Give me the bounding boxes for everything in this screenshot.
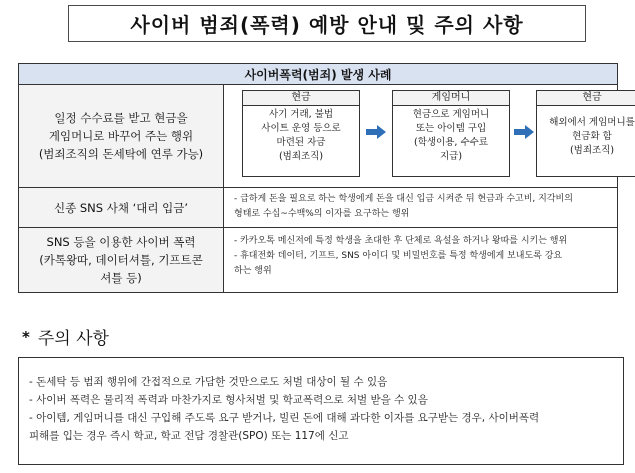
case-label-line: (카톡왕따, 데이터셔틀, 기프트콘	[39, 253, 203, 267]
caution-title: 주의 사항	[37, 329, 109, 349]
flow-step-line: 사이트 운영 등으로	[261, 123, 341, 134]
flow-step-line: 또는 아이템 구입	[415, 123, 487, 134]
flow-step-cash-out	[536, 90, 635, 177]
case-bullet: 하는 행위	[234, 266, 272, 276]
case-row-label	[19, 85, 224, 187]
case-label-line: SNS 등을 이용한 사이버 폭력	[46, 235, 196, 249]
caution-item: - 아이템, 게임머니를 대신 구입해 주도록 요구 받거나, 빌린 돈에 대해 과다한 이자를 요구받는 경우, 사이버폭력	[29, 412, 540, 424]
flow-step-head: 현금	[243, 91, 359, 106]
caution-heading	[22, 324, 109, 349]
case-row-sns-loan	[18, 188, 618, 228]
case-flow-area	[224, 85, 635, 187]
flow-step-cash	[242, 90, 360, 177]
case-row-label	[19, 188, 224, 227]
case-label-line: (범죄조직의 돈세탁에 연루 가능)	[38, 147, 204, 161]
case-row-label	[19, 228, 224, 292]
flow-step-line: 해외에서 게임머니를	[549, 117, 635, 128]
case-row-game-money	[18, 85, 635, 188]
flow-step-line: (범죄조직)	[278, 151, 324, 162]
caution-item: - 돈세탁 등 범죄 행위에 간접적으로 가담한 것만으로도 처벌 대상이 될 수 있음	[29, 376, 388, 388]
case-bullet: - 카카오톡 메신저에 특정 학생을 초대한 후 단체로 욕설을 하거나 왕따를 시키는 행위	[234, 236, 568, 246]
caution-item: 피해를 입는 경우 즉시 학교, 학교 전담 경찰관(SPO) 또는 117에 신고	[29, 430, 349, 442]
flow-step-line: 지급)	[439, 151, 463, 162]
case-row-cyber-violence	[18, 228, 618, 293]
caution-item: - 사이버 폭력은 물리적 폭력과 마찬가지로 형사처벌 및 학교폭력으로 처벌 받을 수 있음	[29, 394, 428, 406]
case-bullet: - 휴대전화 데이터, 기프트, SNS 아이디 및 비밀번호를 특정 학생에게 보내도록 강요	[234, 251, 563, 261]
asterisk-icon: *	[22, 327, 30, 346]
flow-step-line: 현금으로 게임머니	[412, 109, 490, 120]
flow-step-head: 현금	[537, 91, 635, 106]
flow-step-line: (범죄조직)	[569, 145, 615, 156]
flow-step-line: 마련된 자금	[276, 137, 326, 148]
case-bullet: - 급하게 돈을 필요로 하는 학생에게 돈을 대신 입금 시켜준 뒤 현금과 수고비, 지각비의	[234, 194, 573, 204]
flow-step-line: 현금화 함	[572, 131, 612, 142]
flow-step-line: (학생이용, 수수료	[414, 137, 488, 148]
case-label-line: 신종 SNS 사채 ‘대리 입금’	[53, 200, 188, 215]
flow-step-line: 사기 거래, 불법	[268, 109, 334, 120]
case-description	[224, 228, 617, 292]
flow-step-game-money	[392, 90, 510, 177]
case-bullet: 형태로 수십~수백%의 이자를 요구하는 행위	[234, 209, 410, 219]
caution-box	[18, 357, 624, 465]
page-title: 사이버 범죄(폭력) 예방 안내 및 주의 사항	[68, 5, 586, 42]
case-label-line: 셔틀 등)	[100, 271, 142, 285]
case-label-line: 일정 수수료를 받고 현금을	[54, 111, 188, 125]
right-arrow-icon	[366, 125, 386, 139]
case-label-line: 게임머니로 바꾸어 주는 행위	[48, 129, 194, 143]
flow-step-head: 게임머니	[393, 91, 509, 106]
case-description	[224, 188, 617, 227]
right-arrow-icon	[514, 125, 534, 139]
case-table-header: 사이버폭력(범죄) 발생 사례	[18, 63, 618, 85]
